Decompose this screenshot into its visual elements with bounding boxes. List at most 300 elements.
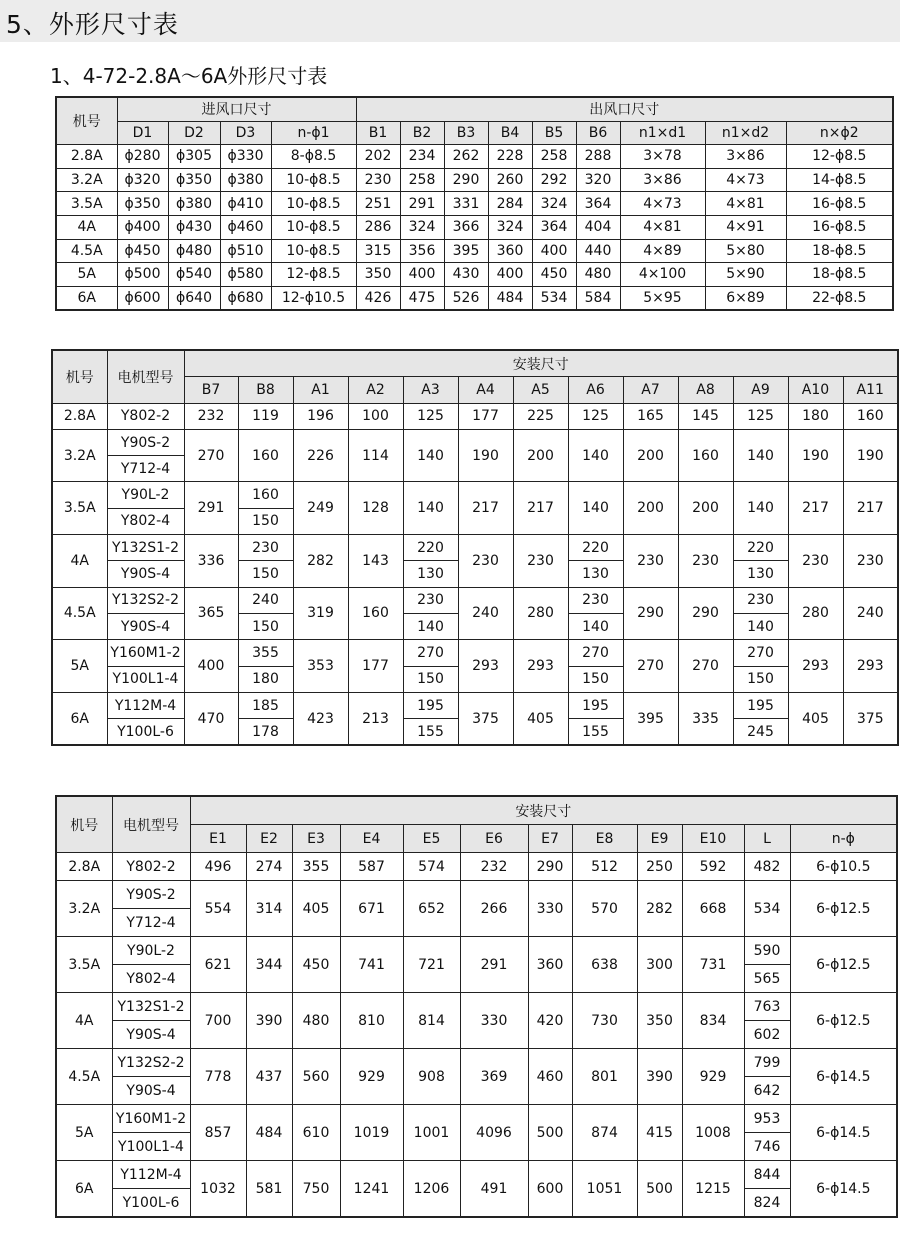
table-cell: 360 [528, 937, 572, 993]
table-cell: 638 [572, 937, 637, 993]
table-cell: 395 [444, 239, 488, 263]
column-header: E6 [460, 825, 528, 853]
table-cell: 12-ϕ8.5 [786, 145, 893, 169]
table-cell: 581 [246, 1161, 292, 1218]
table-cell: 125 [568, 403, 623, 429]
table-cell: 130 [568, 561, 623, 587]
column-header: D1 [117, 121, 168, 145]
table-cell: 145 [678, 403, 733, 429]
table-cell: 364 [532, 215, 576, 239]
table-cell: 195 [403, 692, 458, 718]
table-cell: 366 [444, 215, 488, 239]
table-cell: 190 [843, 429, 898, 482]
table-cell: 130 [403, 561, 458, 587]
table-cell: 232 [184, 403, 238, 429]
table-cell: 814 [403, 993, 460, 1049]
table-cell: 114 [348, 429, 403, 482]
table-cell: 234 [400, 145, 444, 169]
table-cell: 270 [568, 640, 623, 666]
table-cell: ϕ500 [117, 263, 168, 287]
header-jihao: 机号 [52, 350, 107, 403]
section-title: 5、外形尺寸表 [6, 10, 179, 39]
table-cell: 423 [293, 692, 348, 745]
motor-model: Y132S2-2 [112, 1049, 190, 1077]
table-cell: 560 [292, 1049, 340, 1105]
header-row [56, 97, 893, 121]
table-cell: 4×73 [620, 192, 705, 216]
table-cell: 355 [238, 640, 293, 666]
table-cell: 249 [293, 482, 348, 535]
header-install: 安装尺寸 [184, 350, 898, 377]
table-cell: 750 [292, 1161, 340, 1218]
row-label: 4.5A [56, 239, 117, 263]
table-cell: 730 [572, 993, 637, 1049]
motor-model: Y802-2 [107, 403, 184, 429]
motor-model: Y100L-6 [107, 719, 184, 746]
table-cell: 574 [403, 853, 460, 881]
table-cell: 228 [488, 145, 532, 169]
motor-model: Y132S1-2 [112, 993, 190, 1021]
table-cell: 484 [246, 1105, 292, 1161]
table-cell: 5×90 [705, 263, 786, 287]
table-cell: 288 [576, 145, 620, 169]
column-header: A2 [348, 377, 403, 403]
table-row [52, 403, 898, 429]
table-cell: 3×86 [620, 168, 705, 192]
table-cell: 1001 [403, 1105, 460, 1161]
table-cell: 160 [238, 429, 293, 482]
table-cell: 155 [403, 719, 458, 746]
motor-model: Y90L-2 [112, 937, 190, 965]
table-cell: ϕ540 [168, 263, 220, 287]
motor-model: Y112M-4 [112, 1161, 190, 1189]
column-header: E10 [682, 825, 744, 853]
motor-model: Y90S-2 [107, 429, 184, 455]
table-cell: 140 [403, 482, 458, 535]
row-label: 3.5A [56, 937, 112, 993]
table-cell: 6-ϕ12.5 [790, 937, 897, 993]
column-header: E7 [528, 825, 572, 853]
table-cell: 6-ϕ14.5 [790, 1161, 897, 1218]
table-row [52, 640, 898, 666]
table-cell: 292 [532, 168, 576, 192]
table-cell: 140 [733, 482, 788, 535]
table-cell: 293 [513, 640, 568, 693]
header-inlet: 进风口尺寸 [117, 97, 356, 121]
table-cell: 778 [190, 1049, 246, 1105]
column-header: B3 [444, 121, 488, 145]
table-cell: 741 [340, 937, 403, 993]
table-cell: 16-ϕ8.5 [786, 215, 893, 239]
table-cell: ϕ400 [117, 215, 168, 239]
column-header: A9 [733, 377, 788, 403]
motor-model: Y90S-4 [107, 561, 184, 587]
table-cell: 230 [788, 535, 843, 588]
table-cell: 1206 [403, 1161, 460, 1218]
table-row [56, 1105, 897, 1133]
header-jihao: 机号 [56, 796, 112, 853]
table-cell: 857 [190, 1105, 246, 1161]
table-cell: 291 [184, 482, 238, 535]
table-cell: 356 [400, 239, 444, 263]
table-cell: 400 [532, 239, 576, 263]
motor-model: Y802-2 [112, 853, 190, 881]
table-cell: ϕ305 [168, 145, 220, 169]
table-cell: 200 [513, 429, 568, 482]
column-header: B1 [356, 121, 400, 145]
row-label: 6A [56, 1161, 112, 1218]
column-header: E9 [637, 825, 682, 853]
table-cell: 291 [460, 937, 528, 993]
table-cell: 929 [682, 1049, 744, 1105]
table-cell: 584 [576, 286, 620, 310]
motor-model: Y712-4 [107, 456, 184, 482]
table-cell: 405 [292, 881, 340, 937]
table-cell: 353 [293, 640, 348, 693]
table-row [52, 692, 898, 718]
table-cell: 177 [458, 403, 513, 429]
table-cell: 284 [488, 192, 532, 216]
table-cell: 344 [246, 937, 292, 993]
table-cell: 475 [400, 286, 444, 310]
table-cell: 365 [184, 587, 238, 640]
table-cell: 874 [572, 1105, 637, 1161]
dimension-table-2 [51, 349, 899, 746]
table-cell: 320 [576, 168, 620, 192]
row-label: 4A [56, 993, 112, 1049]
row-label: 3.5A [52, 482, 107, 535]
table-cell: 450 [532, 263, 576, 287]
table-cell: ϕ580 [220, 263, 271, 287]
motor-model: Y712-4 [112, 909, 190, 937]
table-cell: 150 [403, 666, 458, 692]
table-cell: 355 [292, 853, 340, 881]
table-cell: 6-ϕ14.5 [790, 1049, 897, 1105]
table-cell: 6-ϕ12.5 [790, 993, 897, 1049]
table-cell: 12-ϕ10.5 [271, 286, 356, 310]
header-install: 安装尺寸 [190, 796, 897, 825]
row-label: 5A [52, 640, 107, 693]
table-cell: ϕ480 [168, 239, 220, 263]
table-cell: 200 [623, 429, 678, 482]
column-header: B2 [400, 121, 444, 145]
table-cell: 230 [843, 535, 898, 588]
sub-title: 1、4-72-2.8A～6A外形尺寸表 [50, 64, 328, 88]
motor-model: Y132S1-2 [107, 535, 184, 561]
table-cell: 10-ϕ8.5 [271, 215, 356, 239]
table-cell: 6-ϕ14.5 [790, 1105, 897, 1161]
column-header: n-ϕ [790, 825, 897, 853]
table-cell: 16-ϕ8.5 [786, 192, 893, 216]
table-cell: 369 [460, 1049, 528, 1105]
table-cell: 375 [458, 692, 513, 745]
table-cell: 437 [246, 1049, 292, 1105]
table-cell: 150 [238, 561, 293, 587]
table-cell: 125 [733, 403, 788, 429]
table-cell: 150 [238, 508, 293, 534]
motor-model: Y160M1-2 [107, 640, 184, 666]
table-cell: 4×73 [705, 168, 786, 192]
table-cell: ϕ350 [117, 192, 168, 216]
table-cell: 4×100 [620, 263, 705, 287]
table-row [52, 587, 898, 613]
table-cell: 140 [403, 429, 458, 482]
table-cell: 390 [246, 993, 292, 1049]
table-cell: 430 [444, 263, 488, 287]
table-cell: 4096 [460, 1105, 528, 1161]
motor-model: Y90S-2 [112, 881, 190, 909]
table-cell: 480 [576, 263, 620, 287]
table-cell: 324 [532, 192, 576, 216]
table-cell: ϕ320 [117, 168, 168, 192]
table-cell: 155 [568, 719, 623, 746]
table-cell: 1051 [572, 1161, 637, 1218]
table-cell: 491 [460, 1161, 528, 1218]
table-cell: 570 [572, 881, 637, 937]
table-cell: 642 [744, 1077, 790, 1105]
table-cell: 119 [238, 403, 293, 429]
table-cell: 610 [292, 1105, 340, 1161]
motor-model: Y90S-4 [112, 1077, 190, 1105]
table-cell: 4×81 [620, 215, 705, 239]
table-cell: 128 [348, 482, 403, 535]
table-cell: 196 [293, 403, 348, 429]
table-cell: 602 [744, 1021, 790, 1049]
table-cell: 700 [190, 993, 246, 1049]
table-cell: 230 [733, 587, 788, 613]
table-cell: 290 [678, 587, 733, 640]
table-cell: 266 [460, 881, 528, 937]
table-cell: 330 [528, 881, 572, 937]
column-header: E2 [246, 825, 292, 853]
header-row [56, 796, 897, 825]
table-cell: 496 [190, 853, 246, 881]
table-cell: 1215 [682, 1161, 744, 1218]
column-header: A10 [788, 377, 843, 403]
table-cell: 330 [460, 993, 528, 1049]
table-cell: 150 [733, 666, 788, 692]
table-cell: 230 [513, 535, 568, 588]
table-cell: 150 [568, 666, 623, 692]
table-cell: ϕ460 [220, 215, 271, 239]
table-cell: 217 [788, 482, 843, 535]
table-cell: ϕ330 [220, 145, 271, 169]
table-cell: 220 [403, 535, 458, 561]
table-cell: 415 [637, 1105, 682, 1161]
table-cell: ϕ680 [220, 286, 271, 310]
table-cell: 482 [744, 853, 790, 881]
table-cell: 178 [238, 719, 293, 746]
table-cell: 10-ϕ8.5 [271, 192, 356, 216]
row-label: 3.2A [56, 881, 112, 937]
column-header: A3 [403, 377, 458, 403]
column-header: A1 [293, 377, 348, 403]
column-header: A7 [623, 377, 678, 403]
table-cell: 300 [637, 937, 682, 993]
table-cell: ϕ600 [117, 286, 168, 310]
table-cell: 230 [623, 535, 678, 588]
row-label: 2.8A [56, 853, 112, 881]
table-cell: 240 [843, 587, 898, 640]
table-cell: 140 [403, 613, 458, 639]
column-header: B5 [532, 121, 576, 145]
table-cell: 335 [678, 692, 733, 745]
table-cell: 1019 [340, 1105, 403, 1161]
table-cell: 225 [513, 403, 568, 429]
table-cell: 140 [568, 482, 623, 535]
table-cell: 929 [340, 1049, 403, 1105]
header-motor: 电机型号 [107, 350, 184, 403]
table-cell: 390 [637, 1049, 682, 1105]
table-cell: 258 [400, 168, 444, 192]
table-row [52, 482, 898, 508]
table-cell: 400 [184, 640, 238, 693]
table-cell: 440 [576, 239, 620, 263]
table-cell: 250 [637, 853, 682, 881]
table-cell: 526 [444, 286, 488, 310]
header-row [52, 350, 898, 377]
table-cell: 293 [458, 640, 513, 693]
table-cell: 1241 [340, 1161, 403, 1218]
table-cell: 953 [744, 1105, 790, 1133]
table-row [52, 429, 898, 455]
table-cell: 500 [637, 1161, 682, 1218]
motor-model: Y90L-2 [107, 482, 184, 508]
table-cell: 230 [568, 587, 623, 613]
table-cell: 1008 [682, 1105, 744, 1161]
table-cell: 195 [733, 692, 788, 718]
column-header: E4 [340, 825, 403, 853]
table-row [56, 853, 897, 881]
table-cell: 220 [733, 535, 788, 561]
table-cell: 834 [682, 993, 744, 1049]
table-cell: 200 [678, 482, 733, 535]
table-cell: 590 [744, 937, 790, 965]
column-header: E5 [403, 825, 460, 853]
motor-model: Y90S-4 [112, 1021, 190, 1049]
table-cell: ϕ410 [220, 192, 271, 216]
table-cell: 592 [682, 853, 744, 881]
table-cell: 282 [637, 881, 682, 937]
table-cell: 160 [348, 587, 403, 640]
column-header: B7 [184, 377, 238, 403]
table-cell: 315 [356, 239, 400, 263]
table-cell: 405 [513, 692, 568, 745]
column-header: A8 [678, 377, 733, 403]
table-cell: 282 [293, 535, 348, 588]
table-cell: 291 [400, 192, 444, 216]
table-cell: 400 [488, 263, 532, 287]
table-cell: 450 [292, 937, 340, 993]
table-cell: 404 [576, 215, 620, 239]
table-cell: 405 [788, 692, 843, 745]
table-row [56, 937, 897, 965]
header-outlet: 出风口尺寸 [356, 97, 893, 121]
table-cell: ϕ380 [220, 168, 271, 192]
table-cell: 1032 [190, 1161, 246, 1218]
table-cell: 799 [744, 1049, 790, 1077]
table-row [52, 535, 898, 561]
table-cell: 217 [843, 482, 898, 535]
motor-model: Y100L1-4 [107, 666, 184, 692]
table-cell: 763 [744, 993, 790, 1021]
table-cell: 293 [843, 640, 898, 693]
dimension-table-3 [55, 795, 898, 1218]
table-cell: 426 [356, 286, 400, 310]
table-cell: 290 [444, 168, 488, 192]
column-header: n1×d1 [620, 121, 705, 145]
table-cell: 140 [733, 429, 788, 482]
table-cell: 232 [460, 853, 528, 881]
row-label: 3.2A [52, 429, 107, 482]
table-row [56, 192, 893, 216]
table-cell: 130 [733, 561, 788, 587]
table-cell: 230 [356, 168, 400, 192]
table-cell: 230 [458, 535, 513, 588]
table-cell: 165 [623, 403, 678, 429]
table-cell: 721 [403, 937, 460, 993]
table-cell: 731 [682, 937, 744, 993]
table-cell: 100 [348, 403, 403, 429]
motor-model: Y160M1-2 [112, 1105, 190, 1133]
table-cell: 270 [733, 640, 788, 666]
table-row [56, 1161, 897, 1189]
table-cell: 400 [400, 263, 444, 287]
table-cell: 534 [532, 286, 576, 310]
table-cell: 534 [744, 881, 790, 937]
table-cell: 480 [292, 993, 340, 1049]
table-cell: ϕ640 [168, 286, 220, 310]
column-header: E3 [292, 825, 340, 853]
header-row [56, 121, 893, 145]
table-row [56, 215, 893, 239]
column-header: E1 [190, 825, 246, 853]
table-cell: 10-ϕ8.5 [271, 168, 356, 192]
table-cell: 251 [356, 192, 400, 216]
table-row [56, 239, 893, 263]
table-cell: 10-ϕ8.5 [271, 239, 356, 263]
row-label: 4A [52, 535, 107, 588]
table-cell: 671 [340, 881, 403, 937]
table-row [56, 168, 893, 192]
table-cell: 217 [458, 482, 513, 535]
table-cell: 200 [623, 482, 678, 535]
motor-model: Y132S2-2 [107, 587, 184, 613]
table-cell: 336 [184, 535, 238, 588]
table-cell: 746 [744, 1133, 790, 1161]
table-cell: 160 [843, 403, 898, 429]
row-label: 3.5A [56, 192, 117, 216]
table-cell: ϕ350 [168, 168, 220, 192]
table-row [56, 881, 897, 909]
table-cell: 565 [744, 965, 790, 993]
row-label: 5A [56, 1105, 112, 1161]
table-cell: 350 [637, 993, 682, 1049]
motor-model: Y802-4 [112, 965, 190, 993]
table-cell: 125 [403, 403, 458, 429]
table-cell: 185 [238, 692, 293, 718]
column-header: B6 [576, 121, 620, 145]
table-cell: 512 [572, 853, 637, 881]
motor-model: Y802-4 [107, 508, 184, 534]
table-cell: 217 [513, 482, 568, 535]
table-cell: 245 [733, 719, 788, 746]
table-cell: 195 [568, 692, 623, 718]
table-cell: 177 [348, 640, 403, 693]
column-header: B4 [488, 121, 532, 145]
column-header: A6 [568, 377, 623, 403]
motor-model: Y100L1-4 [112, 1133, 190, 1161]
